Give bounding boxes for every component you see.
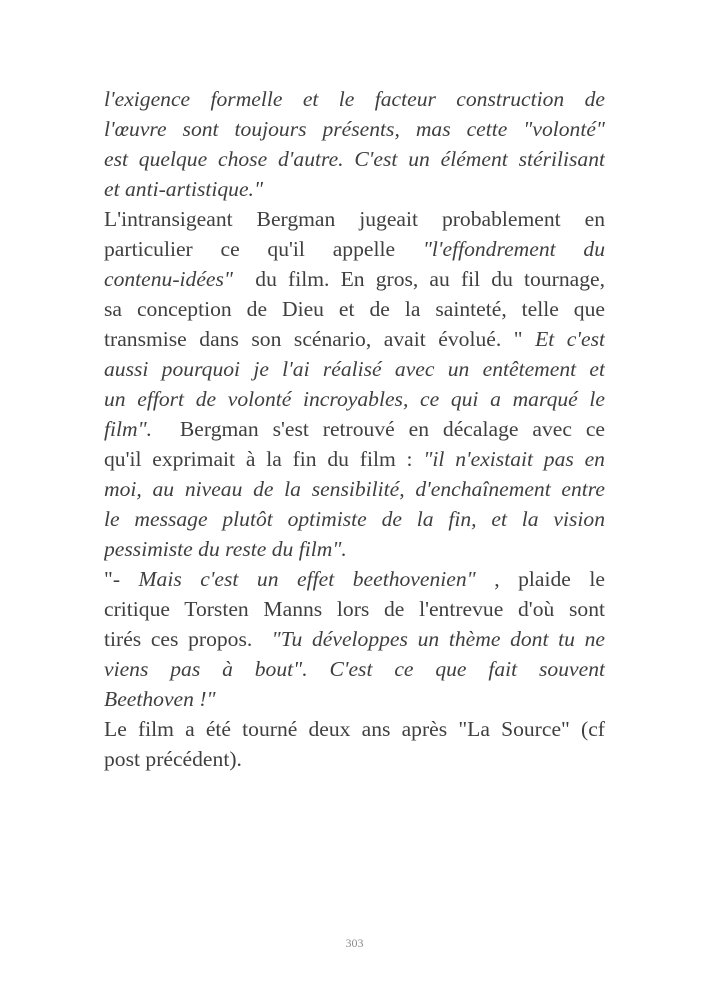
text-run: tirés ces propos.: [104, 627, 272, 651]
text-block: [104, 84, 605, 774]
text-run: critique Torsten Manns lors de l'entrevue d'où sont: [104, 597, 605, 621]
text-line: [104, 624, 605, 654]
text-line: [104, 474, 605, 504]
text-run: L'intransigeant Bergman jugeait probablement en: [104, 207, 605, 231]
text-run: et anti-artistique.": [104, 177, 264, 201]
text-run: l'œuvre sont toujours présents, mas cette "volonté": [104, 117, 605, 141]
text-run: , plaide le: [475, 567, 605, 591]
text-line: [104, 504, 605, 534]
text-line: [104, 324, 605, 354]
text-run: Le film a été tourné deux ans après "La Source" (cf: [104, 717, 605, 741]
text-line: [104, 204, 605, 234]
text-run: film".: [104, 417, 166, 441]
text-line: [104, 654, 605, 684]
text-run: "Tu développes un thème dont tu ne: [271, 627, 605, 651]
text-line: [104, 444, 605, 474]
text-line: [104, 534, 605, 564]
text-run: du film. En gros, au fil du tournage,: [232, 267, 605, 291]
text-run: Bergman s'est retrouvé en décalage avec ce: [165, 417, 605, 441]
text-run: Et c'est: [535, 327, 605, 351]
text-line: [104, 234, 605, 264]
text-line: [104, 594, 605, 624]
text-line: [104, 414, 605, 444]
text-run: post précédent).: [104, 747, 242, 771]
text-line: [104, 684, 605, 714]
text-run: qu'il exprimait à la fin du film :: [104, 447, 424, 471]
text-run: aussi pourquoi je l'ai réalisé avec un entêtement et: [104, 357, 605, 381]
text-run: "il n'existait pas en: [423, 447, 605, 471]
text-run: l'exigence formelle et le facteur construction de: [104, 87, 605, 111]
text-run: sa conception de Dieu et de la sainteté, telle que: [104, 297, 605, 321]
text-line: [104, 384, 605, 414]
text-line: [104, 714, 605, 744]
text-line: [104, 144, 605, 174]
text-run: "-: [104, 567, 139, 591]
text-run: un effort de volonté incroyables, ce qui a marqué le: [104, 387, 605, 411]
text-run: pessimiste du reste du film".: [104, 537, 347, 561]
text-line: [104, 264, 605, 294]
text-run: moi, au niveau de la sensibilité, d'enchaînement entre: [104, 477, 605, 501]
text-line: [104, 114, 605, 144]
text-run: "l'effondrement du: [422, 237, 605, 261]
page-number: 303: [345, 936, 364, 950]
text-run: transmise dans son scénario, avait évolué. ": [104, 327, 536, 351]
text-run: contenu-idées": [104, 267, 233, 291]
text-run: Beethoven !": [104, 687, 216, 711]
text-line: [104, 294, 605, 324]
text-run: est quelque chose d'autre. C'est un élément stérilisant: [104, 147, 605, 171]
text-line: [104, 84, 605, 114]
text-run: Mais c'est un effet beethovenien": [138, 567, 476, 591]
text-line: [104, 174, 605, 204]
text-run: le message plutôt optimiste de la fin, et la vision: [104, 507, 605, 531]
text-run: viens pas à bout". C'est ce que fait souvent: [104, 657, 605, 681]
text-line: [104, 564, 605, 594]
text-run: particulier ce qu'il appelle: [104, 237, 423, 261]
text-line: [104, 354, 605, 384]
text-line: [104, 744, 605, 774]
